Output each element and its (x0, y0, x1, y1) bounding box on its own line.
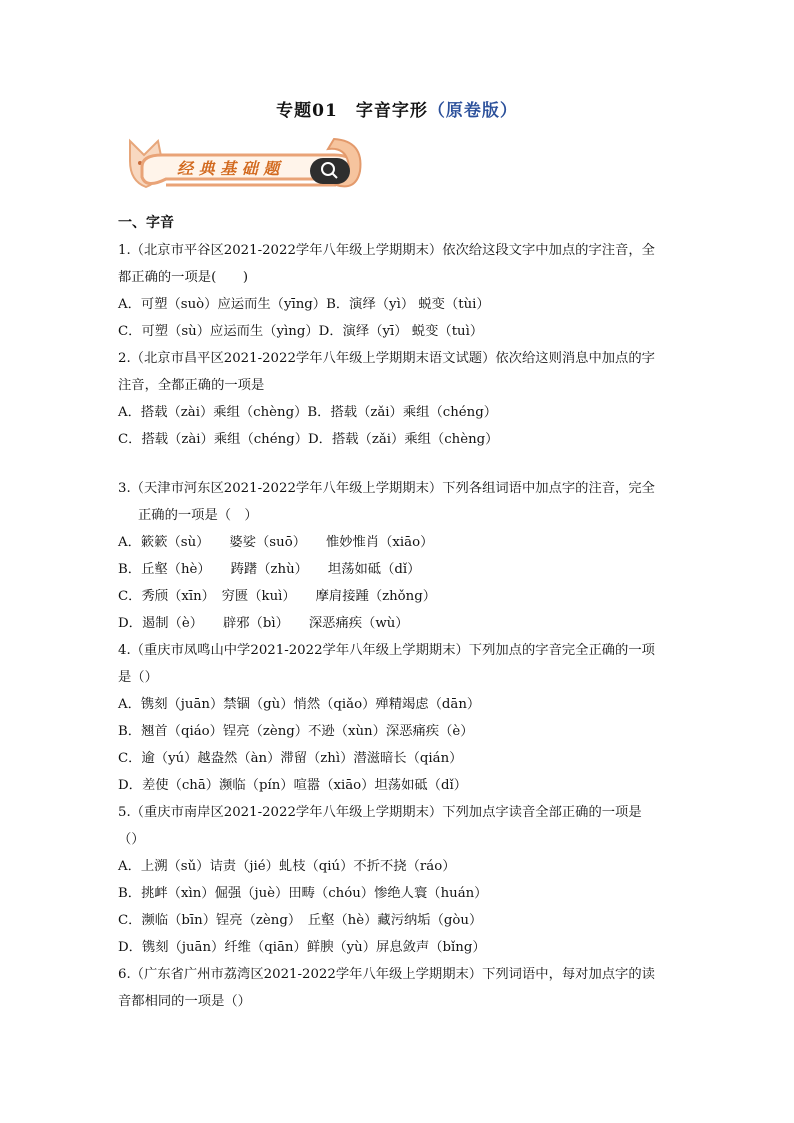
question-stem-cont: 正确的一项是（ ） (138, 508, 258, 523)
option-c: C．濒临（bīn）锃亮（zèng） 丘壑（hè）藏污纳垢（gòu） (118, 913, 483, 928)
question-1 (118, 237, 683, 345)
section-heading: 一、字音 (118, 215, 174, 231)
question-6 (118, 961, 683, 1015)
option-a: A．镌刻（juān）禁锢（gù）悄然（qiǎo）殚精竭虑（dān） (118, 697, 481, 712)
question-2 (118, 345, 683, 453)
option-a: A．上溯（sǔ）诘责（jié）虬枝（qiú）不折不挠（ráo） (118, 859, 456, 874)
option-b: B．丘壑（hè） 踌躇（zhù） 坦荡如砥（dǐ） (118, 562, 421, 577)
option-c-d: C．搭载（zài）乘组（chéng）D．搭载（zǎi）乘组（chèng） (118, 432, 499, 447)
question-stem: 6.（广东省广州市荔湾区2021-2022学年八年级上学期期末）下列词语中，每对加点字的读 (118, 967, 655, 982)
question-stem: 2.（北京市昌平区2021-2022学年八年级上学期期末语文试题）依次给这则消息中加点的字 (118, 351, 655, 366)
option-d: D．差使（chā）濒临（pín）喧嚣（xiāo）坦荡如砥（dǐ） (118, 778, 468, 793)
title-subtitle: （原卷版） (427, 101, 518, 121)
option-c-d: C．可塑（sù）应运而生（yìng）D．演绎（yī） 蜕变（tuì） (118, 324, 484, 339)
question-4 (118, 637, 683, 799)
question-stem-cont: 都正确的一项是( ) (118, 270, 249, 285)
question-stem-cont: （） (118, 832, 145, 847)
option-c: C．逾（yú）越盎然（àn）滞留（zhì）潜滋暗长（qián） (118, 751, 463, 766)
option-d: D．遏制（è） 辟邪（bì） 深恶痛疾（wù） (118, 616, 409, 631)
question-stem-cont: 注音，全都正确的一项是 (118, 378, 265, 393)
option-a-b: A．搭载（zài）乘组（chèng）B．搭载（zǎi）乘组（chéng） (118, 405, 497, 420)
option-c: C．秀颀（xīn） 穷匮（kuì） 摩肩接踵（zhǒng） (118, 589, 437, 604)
option-a-b: A．可塑（suò）应运而生（yīng）B．演绎（yì） 蜕变（tùi） (118, 297, 490, 312)
question-stem: 1.（北京市平谷区2021-2022学年八年级上学期期末）依次给这段文字中加点的字注音，全 (118, 243, 655, 258)
option-b: B．挑衅（xìn）倔强（juè）田畴（chóu）惨绝人寰（huán） (118, 886, 488, 901)
spacer (118, 453, 683, 475)
banner-text: 经 典 基 础 题 (177, 159, 280, 178)
question-3 (118, 475, 683, 637)
option-b: B．翘首（qiáo）锃亮（zèng）不逊（xùn）深恶痛疾（è） (118, 724, 474, 739)
question-stem: 4.（重庆市凤鸣山中学2021-2022学年八年级上学期期末）下列加点的字音完全正确的一项 (118, 643, 655, 658)
option-a: A．簌簌（sù） 婆娑（suō） 惟妙惟肖（xiāo） (118, 535, 434, 550)
search-icon[interactable] (310, 158, 350, 184)
title-main: 专题01 字音字形 (276, 101, 428, 121)
question-list (118, 210, 683, 1015)
option-d: D．镌刻（juān）纤维（qiān）鲜腴（yù）屏息敛声（bǐng） (118, 940, 486, 955)
question-stem-cont: 是（） (118, 670, 158, 685)
question-stem-cont: 音都相同的一项是（） (118, 994, 251, 1009)
section-banner (122, 131, 367, 201)
question-5 (118, 799, 683, 961)
page-title (0, 96, 794, 121)
banner-graphic (122, 131, 367, 201)
question-stem: 5.（重庆市南岸区2021-2022学年八年级上学期期末）下列加点字读音全部正确的一项是 (118, 805, 642, 820)
question-stem: 3.（天津市河东区2021-2022学年八年级上学期期末）下列各组词语中加点字的注音，完全 (118, 481, 655, 496)
